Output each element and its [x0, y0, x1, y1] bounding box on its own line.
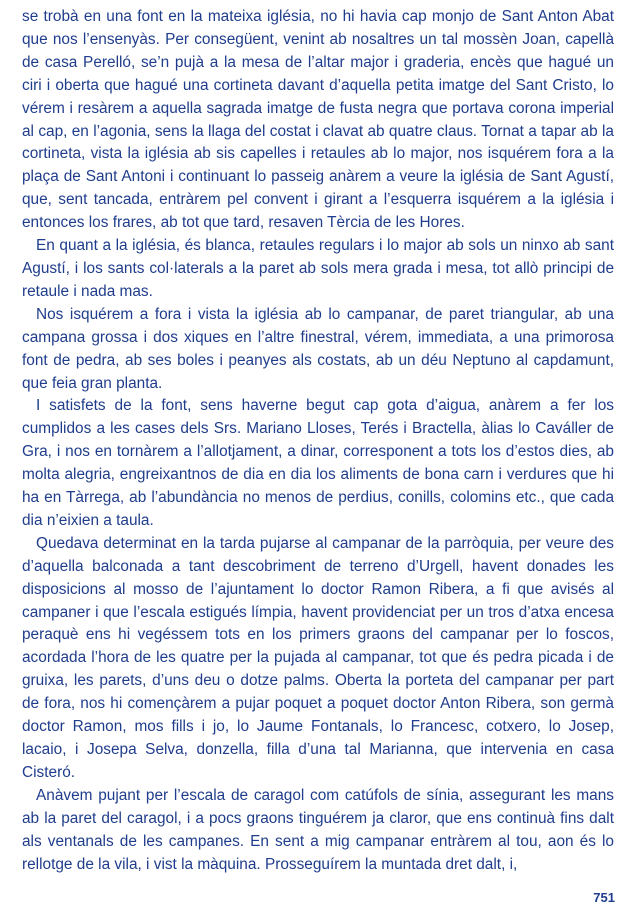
paragraph-4: I satisfets de la font, sens haverne begut cap gota d’aigua, anàrem a fer los cumplidos a les cases dels Srs. Mariano Lloses, Terés i Bractella, àlias lo Caváller de Gra, i nos en tornàrem a l’allotjament, a dinar, corresponent a tots los d’estos dies, ab molta alegria, engreixantnos de dia en dia los aliments de bona carn i verdures que hi ha en Tàrrega, ab l’abundància no menos de perdius, conills, colomins etc., que cada dia n’eixien a taula. [22, 397, 614, 529]
paragraph-6: Anàvem pujant per l’escala de caragol com catúfols de sínia, assegurant les mans ab la paret del caragol, i a pocs graons tinguérem ja claror, que ens continuà fins dalt als ventanals de les campanes. En sent a mig campanar entràrem al tou, aon és lo rellotge de la vila, i vist la màquina. Prosseguírem la muntada dret dalt, i, [22, 786, 614, 873]
paragraph-1: se trobà en una font en la mateixa iglésia, no hi havia cap monjo de Sant Anton Abat que nos l’ensenyàs. Per consegüent, venint ab nosaltres un tal mossèn Joan, capellà de casa Perelló, se’n pujà a la mesa de l’altar major i graderia, encès que hagué un ciri i oberta que hagué una cortineta davant d’aquella petita imatge del Sant Cristo, lo vérem i resàrem a aquella sagrada imatge de fusta negra que portava corona imperial al cap, en l’agonia, sens la llaga del costat i clavat ab quatre claus. Tornat a tapar ab la cortineta, vista la iglésia ab sis capelles i retaules ab lo major, nos isquérem fora a la plaça de Sant Antoni i continuant lo passeig anàrem a veure la iglésia de Sant Agustí, que, sent tancada, entràrem pel convent i girant a l’esquerra isquérem a la iglésia i entonces los frares, ab tot que tard, resaven Tèrcia de les Hores. [22, 8, 614, 232]
document-body [22, 6, 614, 876]
paragraph-5: Quedava determinat en la tarda pujarse al campanar de la parròquia, per veure des d’aquella balconada a tant descobriment de terreno d’Urgell, havent donades les disposicions al mosso de l’ajuntament lo doctor Ramon Ribera, a fi que avisés al campaner i que l’escala estigués límpia, havent providenciat per un tros d’atxa encesa peraquè ens hi vegéssem tots en los primers graons del campanar per lo foscos, acordada l’hora de les quatre per la pujada al campanar, tot que és pedra picada i de gruixa, les parets, d’uns deu o dotze palms. Oberta la porteta del campanar per part de fora, nos hi començàrem a pujar poquet a poquet doctor Anton Ribera, son germà doctor Ramon, mos fills i jo, lo Jaume Fontanals, lo Francesc, cotxero, lo Josep, lacaio, i Josepa Selva, donzella, filla d’una tal Marianna, que intervenia en casa Cisteró. [22, 534, 614, 781]
page-number: 751 [593, 890, 615, 905]
paragraph-2: En quant a la iglésia, és blanca, retaules regulars i lo major ab sols un ninxo ab sant Agustí, i los sants col·laterals a la paret ab sols mera grada i mesa, tot allò principi de retaule i nada mas. [22, 237, 614, 300]
paragraph-3: Nos isquérem a fora i vista la iglésia ab lo campanar, de paret triangular, ab una campana grossa i dos xiques en l’altre finestral, vérem, immediata, a una primorosa font de pedra, ab ses boles i peanyes als costats, ab un déu Neptuno al capdamunt, que feia gran planta. [22, 305, 614, 392]
